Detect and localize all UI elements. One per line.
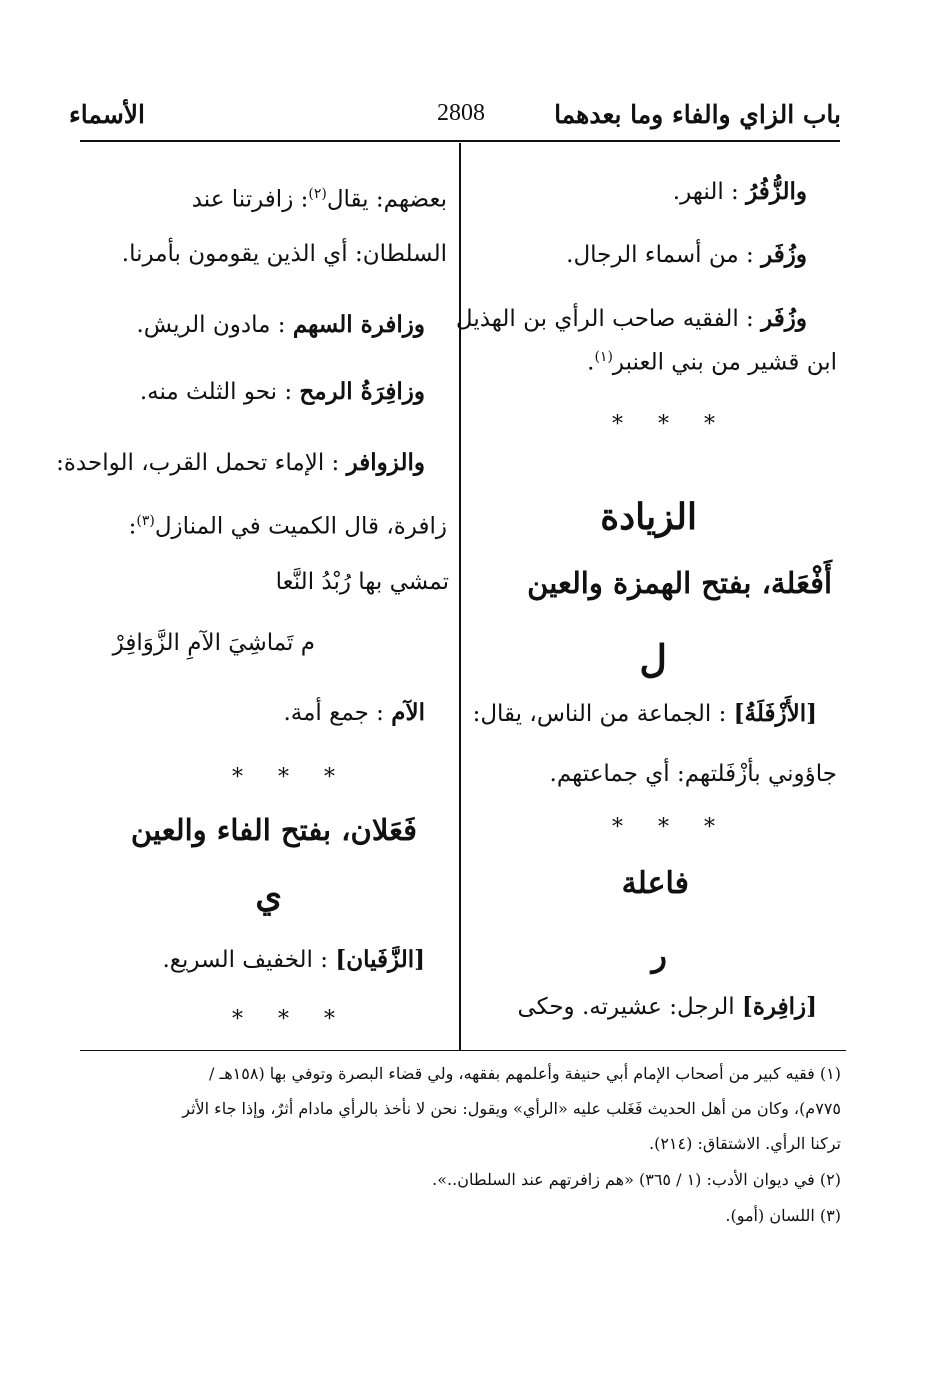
running-header-right: باب الزاي والفاء وما بعدهما (554, 100, 841, 129)
left-col-line-4: وزافِرَةُ الرمح : نحو الثلث منه. (139, 378, 425, 405)
left-col-gloss: الآم : جمع أمة. (283, 699, 425, 726)
column-divider (459, 143, 461, 1050)
section-title: الزيادة (600, 496, 697, 538)
footnote-1-line-2: ٧٧٥م)، وكان من أهل الحديث فَغَلب عليه «الرأي» ويقول: نحن لا نأخذ بالرأي مادام أثرٌ، وإذا جاء الأثر (182, 1099, 841, 1118)
right-col-entry-1: [الأَزْفَلَةُ] : الجماعة من الناس، يقال: (472, 700, 817, 727)
right-col-line-3: وزُفَر : الفقيه صاحب الرأي بن الهذيل (455, 305, 807, 332)
left-col-line-5: والزوافر : الإماء تحمل القرب، الواحدة: (56, 449, 425, 476)
right-col-line-4: ابن قشير من بني العنبر$^{(١)}$. (587, 349, 837, 376)
footnote-3: (٣) اللسان (أمو). (725, 1206, 841, 1225)
pattern-heading-2: فاعلة (621, 866, 689, 901)
footnote-rule (80, 1050, 846, 1051)
footnote-ref-1: (١) (594, 349, 613, 365)
left-col-line-3: وزافرة السهم : مادون الريش. (136, 311, 425, 338)
root-letter-1: ل (639, 636, 667, 681)
header-rule (80, 140, 840, 142)
verse-hemistich-1: تمشي بها رُبْدُ النَّعا (275, 569, 449, 595)
footnote-1-line-1: (١) فقيه كبير من أصحاب الإمام أبي حنيفة وأعلمهم بفقهه، ولي قضاء البصرة وتوفي بها (١٥٨هـ / (209, 1064, 841, 1083)
footnote-2: (٢) في ديوان الأدب: (١ / ٣٦٥) «هم زافرتهم عند السلطان..». (432, 1170, 841, 1189)
right-col-entry-1-cont: جاؤوني بأزْفَلتهم: أي جماعتهم. (549, 761, 837, 787)
right-col-line-2: وزُفَر : من أسماء الرجال. (566, 241, 807, 268)
root-letter-3: ي (255, 876, 282, 916)
left-col-line-1: بعضهم: يقال$^{(٢)}$: زافرتنا عند (191, 186, 447, 213)
separator-stars-right-1: * * * (612, 412, 729, 437)
pattern-heading-3: فَعَلان، بفتح الفاء والعين (130, 813, 417, 847)
verse-hemistich-2: م تَماشِيَ الآمِ الزَّوَافِرْ (112, 630, 315, 656)
footnote-1-line-3: تركنا الرأي. الاشتقاق: (٢١٤). (649, 1134, 841, 1153)
left-col-entry: [الزَّفَيان] : الخفيف السريع. (162, 946, 425, 973)
root-letter-2: ر (651, 936, 667, 974)
separator-stars-left-1: * * * (232, 765, 349, 790)
footnote-ref-2: (٢) (308, 186, 327, 202)
page-number: 2808 (437, 100, 485, 126)
separator-stars-right-2: * * * (612, 815, 729, 840)
right-col-line-1: والزُّفُرُ : النهر. (672, 178, 807, 205)
running-header-left: الأسماء (69, 100, 145, 129)
left-col-line-2: السلطان: أي الذين يقومون بأمرنا. (121, 241, 447, 267)
right-col-entry-2: [زافِرة] الرجل: عشيرته. وحكى (517, 993, 817, 1020)
left-col-line-6: زافرة، قال الكميت في المنازل$^{(٣)}$: (128, 513, 447, 540)
pattern-heading-1: أَفْعَلة، بفتح الهمزة والعين (527, 566, 832, 600)
separator-stars-left-2: * * * (232, 1007, 349, 1032)
footnote-ref-3: (٣) (136, 513, 155, 529)
